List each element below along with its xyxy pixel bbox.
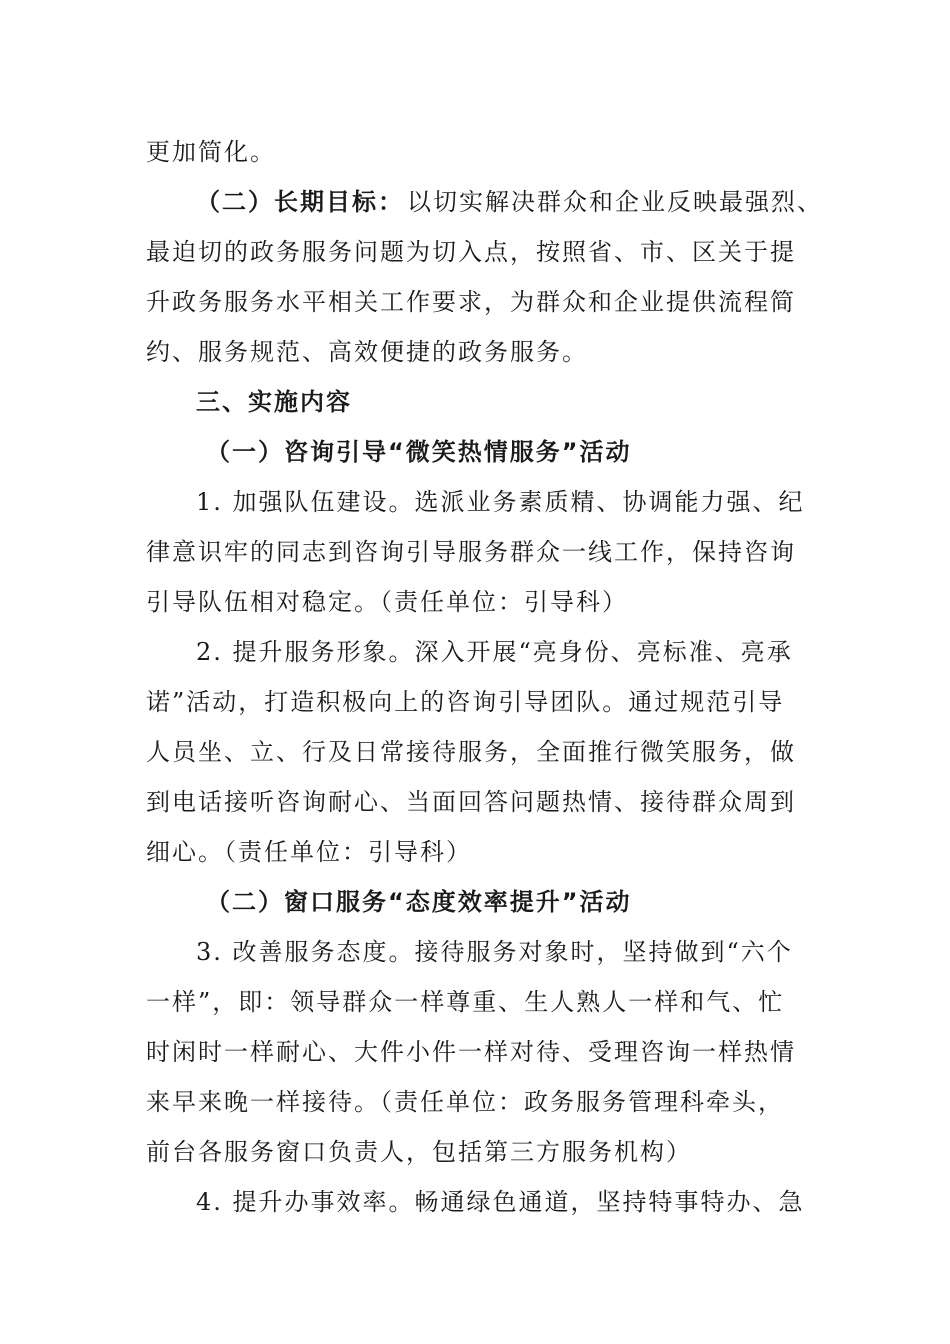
paragraph-line: 前台各服务窗口负责人，包括第三方服务机构） (146, 1138, 692, 1166)
paragraph-line: 以切实解决群众和企业反映最强烈、 (407, 188, 823, 216)
section-subheading: （二）长期目标： (196, 188, 404, 216)
paragraph-line: 2. 提升服务形象。深入开展“亮身份、亮标准、亮承 (196, 638, 793, 666)
subsection-heading: （二）窗口服务“态度效率提升”活动 (206, 888, 632, 916)
paragraph-line: 时闲时一样耐心、大件小件一样对待、受理咨询一样热情 (146, 1038, 796, 1066)
paragraph-line: 3. 改善服务态度。接待服务对象时，坚持做到“六个 (196, 938, 793, 966)
paragraph-line: 到电话接听咨询耐心、当面回答问题热情、接待群众周到 (146, 788, 796, 816)
paragraph-line: 更加简化。 (146, 138, 276, 166)
paragraph-line: 人员坐、立、行及日常接待服务，全面推行微笑服务，做 (146, 738, 796, 766)
subsection-heading: （一）咨询引导“微笑热情服务”活动 (206, 438, 632, 466)
paragraph-line: 1. 加强队伍建设。选派业务素质精、协调能力强、纪 (196, 488, 805, 516)
paragraph-line: 诺”活动，打造积极向上的咨询引导团队。通过规范引导 (146, 688, 785, 716)
paragraph-line: 最迫切的政务服务问题为切入点，按照省、市、区关于提 (146, 238, 796, 266)
paragraph-line: 升政务服务水平相关工作要求，为群众和企业提供流程简 (146, 288, 796, 316)
paragraph-line: 4. 提升办事效率。畅通绿色通道，坚持特事特办、急 (196, 1188, 805, 1216)
section-heading: 三、实施内容 (196, 388, 352, 416)
paragraph-line: 引导队伍相对稳定。（责任单位：引导科） (146, 588, 628, 616)
paragraph-line: 约、服务规范、高效便捷的政务服务。 (146, 338, 588, 366)
paragraph-line: 一样”，即：领导群众一样尊重、生人熟人一样和气、忙 (146, 988, 785, 1016)
paragraph-line: 细心。（责任单位：引导科） (146, 838, 472, 866)
paragraph-line: 来早来晚一样接待。（责任单位：政务服务管理科牵头， (146, 1088, 784, 1116)
paragraph-line: 律意识牢的同志到咨询引导服务群众一线工作，保持咨询 (146, 538, 796, 566)
